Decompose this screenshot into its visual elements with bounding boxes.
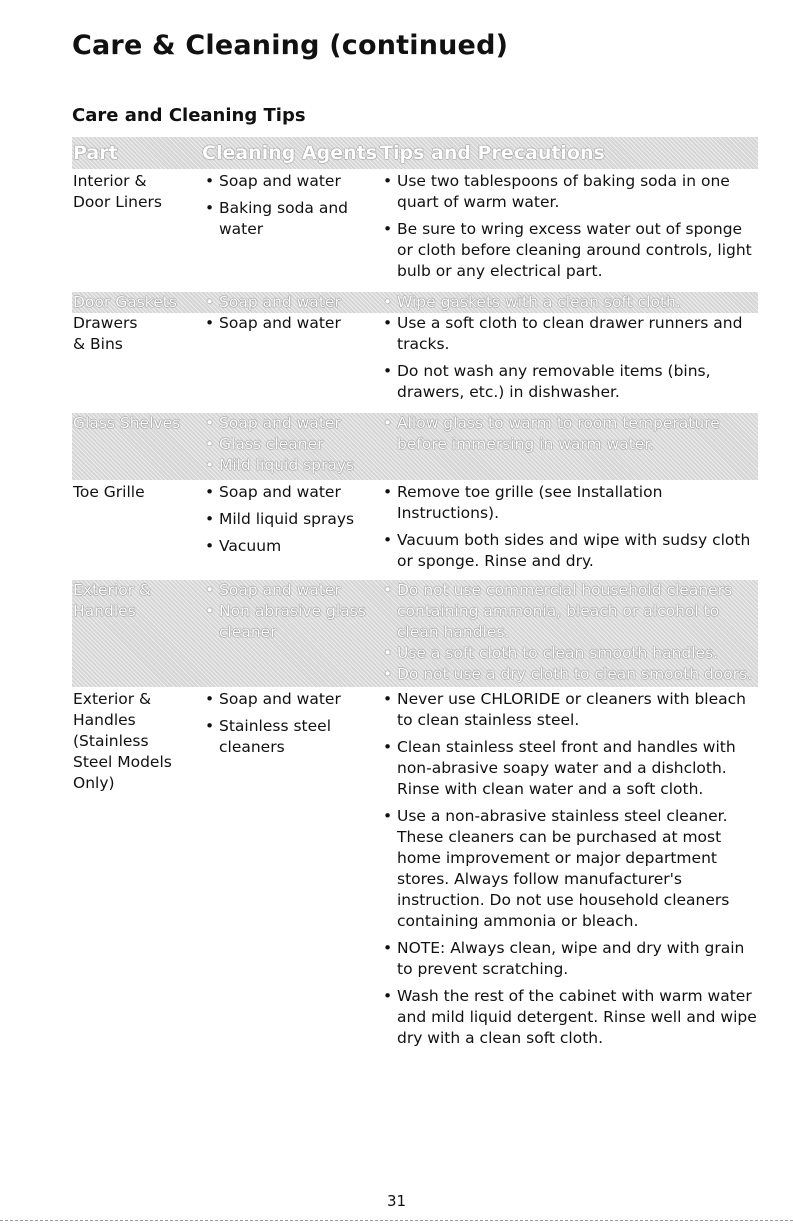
bullet-icon: • (205, 199, 215, 217)
part-line: Toe Grille (73, 483, 145, 501)
tips-cell (380, 482, 758, 572)
tips-cell (380, 689, 758, 1049)
part-cell (72, 482, 202, 572)
part-line: & Bins (73, 335, 123, 353)
agent-item (202, 580, 380, 601)
bullet-icon: • (205, 293, 215, 311)
tip-item (380, 806, 758, 932)
table-body (72, 169, 758, 1049)
part-line: Interior & (73, 172, 147, 190)
tip-item (380, 664, 758, 685)
agent-item (202, 536, 380, 557)
part-cell (72, 171, 202, 282)
agent-item (202, 434, 380, 455)
bullet-icon: • (205, 717, 215, 735)
agent-text: Mild liquid sprays (219, 510, 355, 528)
bullet-icon: • (383, 362, 393, 380)
agent-text: Soap and water (219, 293, 341, 311)
part-line: (Stainless (73, 732, 149, 750)
tip-text: Allow glass to warm to room temperature before immersing in warm water. (397, 414, 720, 453)
tip-text: Do not wash any removable items (bins, drawers, etc.) in dishwasher. (397, 362, 711, 401)
tip-text: Clean stainless steel front and handles with non-abrasive soapy water and a dishcloth. Rinse with clean water and a soft cloth. (397, 738, 736, 798)
bullet-icon: • (205, 456, 215, 474)
bullet-icon: • (383, 220, 393, 238)
part-line: Door Liners (73, 193, 162, 211)
tip-item (380, 219, 758, 282)
part-line: Glass Shelves (73, 414, 181, 432)
table-header-row (72, 137, 758, 169)
agent-text: Soap and water (219, 581, 341, 599)
cleaning-agents-cell (202, 580, 380, 685)
bullet-icon: • (205, 172, 215, 190)
table-row (72, 480, 758, 580)
agent-item (202, 716, 380, 758)
care-cleaning-table (72, 137, 758, 1049)
table-row (72, 413, 758, 480)
page-title: Care & Cleaning (continued) (72, 30, 509, 61)
agent-item (202, 292, 380, 313)
header-cleaning-agents: Cleaning Agents (202, 142, 378, 164)
agent-text: Stainless steel cleaners (219, 717, 331, 756)
agent-text: Soap and water (219, 414, 341, 432)
agent-item (202, 455, 380, 476)
cleaning-agents-cell (202, 482, 380, 572)
tip-item (380, 313, 758, 355)
part-cell (72, 413, 202, 476)
agent-text: Soap and water (219, 314, 341, 332)
cleaning-agents-cell (202, 413, 380, 476)
agent-text: Soap and water (219, 690, 341, 708)
bullet-icon: • (205, 510, 215, 528)
agent-text: Soap and water (219, 483, 341, 501)
tip-text: Use a soft cloth to clean smooth handles. (397, 644, 719, 662)
agent-item (202, 509, 380, 530)
tip-item (380, 413, 758, 455)
tip-item (380, 737, 758, 800)
part-line: Handles (73, 711, 136, 729)
tips-cell (380, 413, 758, 476)
bullet-icon: • (383, 644, 393, 662)
tip-item (380, 171, 758, 213)
agent-text: Non abrasive glass cleaner (219, 602, 366, 641)
part-line: Steel Models (73, 753, 172, 771)
page-number: 31 (386, 1192, 407, 1210)
tip-item (380, 938, 758, 980)
tip-text: Never use CHLORIDE or cleaners with bleach to clean stainless steel. (397, 690, 746, 729)
tip-text: Wipe gaskets with a clean soft cloth. (397, 293, 681, 311)
part-cell (72, 689, 202, 1049)
part-line: Only) (73, 774, 115, 792)
bullet-icon: • (383, 987, 393, 1005)
table-row (72, 313, 758, 413)
bullet-icon: • (383, 807, 393, 825)
tip-text: Be sure to wring excess water out of sponge or cloth before cleaning around controls, light bulb or any electrical part. (397, 220, 752, 280)
tip-item (380, 986, 758, 1049)
header-tips-precautions: Tips and Precautions (380, 142, 605, 164)
part-line: Drawers (73, 314, 138, 332)
tip-text: Do not use a dry cloth to clean smooth doors. (397, 665, 753, 683)
agent-item (202, 171, 380, 192)
tip-text: Use a non-abrasive stainless steel cleaner. These cleaners can be purchased at most home improvement or major department stores. Always follow manufacturer's instruction. Do not use household cleaners containing ammonia or bleach. (397, 807, 730, 930)
tips-cell (380, 580, 758, 685)
tip-text: Use a soft cloth to clean drawer runners and tracks. (397, 314, 743, 353)
bullet-icon: • (205, 537, 215, 555)
tip-text: Do not use commercial household cleaners containing ammonia, bleach or alcohol to clean handles. (397, 581, 733, 641)
tip-item (380, 689, 758, 731)
bullet-icon: • (383, 483, 393, 501)
tip-text: Wash the rest of the cabinet with warm water and mild liquid detergent. Rinse well and wipe dry with a clean soft cloth. (397, 987, 757, 1047)
tips-cell (380, 171, 758, 282)
tip-item (380, 482, 758, 524)
tip-text: Vacuum both sides and wipe with sudsy cloth or sponge. Rinse and dry. (397, 531, 751, 570)
tip-item (380, 580, 758, 643)
table-row (72, 580, 758, 687)
part-cell (72, 313, 202, 403)
bullet-icon: • (383, 738, 393, 756)
agent-item (202, 482, 380, 503)
bullet-icon: • (383, 314, 393, 332)
bullet-icon: • (383, 665, 393, 683)
tips-cell (380, 313, 758, 403)
bullet-icon: • (383, 172, 393, 190)
table-row (72, 169, 758, 292)
section-title: Care and Cleaning Tips (72, 105, 306, 126)
tip-text: Use two tablespoons of baking soda in one quart of warm water. (397, 172, 730, 211)
agent-text: Soap and water (219, 172, 341, 190)
bullet-icon: • (205, 581, 215, 599)
bullet-icon: • (205, 435, 215, 453)
part-line: Handles (73, 602, 136, 620)
agent-text: Glass cleaner (219, 435, 324, 453)
cleaning-agents-cell (202, 313, 380, 403)
agent-item (202, 313, 380, 334)
part-cell (72, 292, 202, 313)
bullet-icon: • (383, 581, 393, 599)
table-row (72, 292, 758, 313)
tip-item (380, 292, 758, 313)
bullet-icon: • (383, 531, 393, 549)
tip-item (380, 361, 758, 403)
bullet-icon: • (383, 939, 393, 957)
agent-item (202, 413, 380, 434)
agent-text: Mild liquid sprays (219, 456, 355, 474)
part-cell (72, 580, 202, 685)
header-part: Part (73, 142, 118, 164)
agent-item (202, 601, 380, 643)
bullet-icon: • (205, 414, 215, 432)
bullet-icon: • (383, 690, 393, 708)
cleaning-agents-cell (202, 689, 380, 1049)
tip-text: NOTE: Always clean, wipe and dry with grain to prevent scratching. (397, 939, 745, 978)
bullet-icon: • (205, 483, 215, 501)
part-line: Door Gaskets (73, 293, 177, 311)
bullet-icon: • (383, 414, 393, 432)
tip-item (380, 530, 758, 572)
bullet-icon: • (205, 602, 215, 620)
bullet-icon: • (205, 690, 215, 708)
tips-cell (380, 292, 758, 313)
cleaning-agents-cell (202, 171, 380, 282)
tip-item (380, 643, 758, 664)
table-row (72, 687, 758, 1049)
part-line: Exterior & (73, 581, 152, 599)
part-line: Exterior & (73, 690, 152, 708)
bullet-icon: • (205, 314, 215, 332)
agent-item (202, 198, 380, 240)
bottom-rule (0, 1220, 793, 1221)
agent-text: Vacuum (219, 537, 282, 555)
agent-text: Baking soda and water (219, 199, 348, 238)
bullet-icon: • (383, 293, 393, 311)
tip-text: Remove toe grille (see Installation Instructions). (397, 483, 663, 522)
cleaning-agents-cell (202, 292, 380, 313)
agent-item (202, 689, 380, 710)
